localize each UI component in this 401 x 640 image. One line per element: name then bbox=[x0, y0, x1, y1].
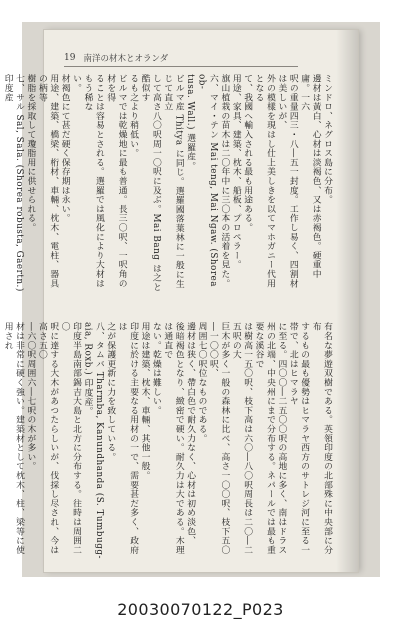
lower-text-block bbox=[2, 322, 332, 560]
text-line: ビルマ産 Thitya に同じ。選羅國落葉林に一般に生じて直立 bbox=[162, 74, 184, 289]
text-line: ―六〇呎周囲六―七呎の木が多い。 bbox=[25, 322, 36, 471]
text-line: ることは容易とされる。選羅では風化により大材はもう稀な bbox=[82, 74, 104, 288]
text-line: 用途、家具、建築、枕木、船板、プロペラー。 bbox=[230, 74, 241, 270]
page-number: 19 bbox=[64, 53, 76, 63]
text-line: 旗山植栽の苗木は二〇年中に三〇本の活着を見た。 bbox=[219, 74, 230, 288]
text-line: 之が保護更新に力を致している。 bbox=[105, 322, 116, 462]
book-page bbox=[2, 30, 358, 572]
page-header bbox=[64, 52, 298, 67]
text-line: るも之より稍低い。 bbox=[128, 74, 139, 158]
running-title: 南洋の材木とオランダ bbox=[83, 54, 169, 64]
text-line: 州の北端、中央州にまで分布する。ネパールでは最も重要な溪谷で bbox=[253, 322, 275, 555]
image-caption: 20030070122_P023 bbox=[117, 600, 284, 619]
text-line: 邊材は狭く、帶白色で耐久力なく、心材は初め淡色、 bbox=[185, 322, 196, 546]
text-line: 後暗褐色となり、緻密で硬い。耐久力は大である。木理は通直で bbox=[162, 322, 184, 555]
text-line: 邊材は黃白、心材は淡褐色、又は赤褐色。硬重中庸。一六 bbox=[299, 74, 321, 279]
text-line: 印度半島南部錫吉大島と北方に分布する。往時は周囲二〇 bbox=[59, 322, 82, 555]
text-line: 呎に達する大木があつたらしいが、伐採し尽され、今は高さ五〇 bbox=[36, 322, 59, 555]
text-line: 七、サル Sal, Sala. (Shorea robusta, Gaertn.) 印度産 bbox=[2, 74, 25, 292]
text-line: い。 bbox=[71, 74, 82, 93]
text-line: ない。乾燥は難しい。 bbox=[150, 322, 161, 415]
text-line: 外の模樣を現はし仕上美しきを以てマホガニー代用となる bbox=[253, 74, 275, 288]
text-line: 用途は建築、枕木、車輛、其他一般。 bbox=[139, 322, 150, 481]
text-line: 印度に於ける主要なる用材の一で、需要甚だ多く、政府は bbox=[116, 322, 139, 555]
text-line: 樹脂を採取して瓊脂用に供せられる。 bbox=[25, 74, 36, 233]
text-line: tusa. Wall.) 選羅産。 bbox=[185, 74, 196, 171]
text-line: に至る。四〇〇―二五〇〇呎の高地に多く、南はドラス bbox=[276, 322, 287, 555]
upper-text-block bbox=[2, 74, 332, 296]
text-line: は樹高一五〇呎、枝下高は六〇―八〇呎周長は二〇―二五呎の大 bbox=[230, 322, 253, 555]
text-line: 用途、建築、橋梁、桁材、車輛、枕木、電柱、器具の柄等 bbox=[36, 74, 59, 288]
text-line: aia, Roxb.) 印度産。 bbox=[82, 322, 93, 416]
text-line: 八、タムバ Tharmba, Kanundhanda (S. Tumbugg- bbox=[93, 322, 104, 559]
text-line: ミンドロ、ネグロス島に分布。 bbox=[322, 74, 332, 205]
text-line: 有名な夢遊双樹である。英領印度の北部殊に中央部に分布 bbox=[310, 322, 332, 555]
text-line: 材は非常に硬く強い。建築材として枕木、柱、梁等に使用され bbox=[2, 322, 25, 555]
text-line: 巨木が多く一般の森林に比べ、高さ一〇〇呎、枝下五〇―一〇〇呎、 bbox=[207, 322, 230, 555]
text-line: するもの最も優勢はヒマラヤ西方のサトレジ河に至る一帯で、北はヒマラヤ bbox=[287, 322, 310, 555]
text-line: て、我國へ輸入される最も用途ある。 bbox=[242, 74, 253, 233]
text-line: して高さ八〇呎周一〇呎に及ぶ。Mai Bang は之と酷似す bbox=[139, 74, 161, 292]
text-line: 六、マイ・テン Mai teng, Mai Ngaw. (Shorea ob- bbox=[196, 74, 218, 287]
text-line: 呎の重量四三・八―五一封度。工作し易く、四割材は美しいが、 bbox=[276, 74, 298, 288]
text-line: 材褐色にて甚だ硬く保存期は永い。 bbox=[59, 74, 70, 223]
text-line: 周囲七〇呎位なものである。 bbox=[196, 322, 207, 443]
text-line: ビルマでは乾燥地に最も普通。長三〇呎、一呎角の材を得 bbox=[105, 74, 127, 288]
